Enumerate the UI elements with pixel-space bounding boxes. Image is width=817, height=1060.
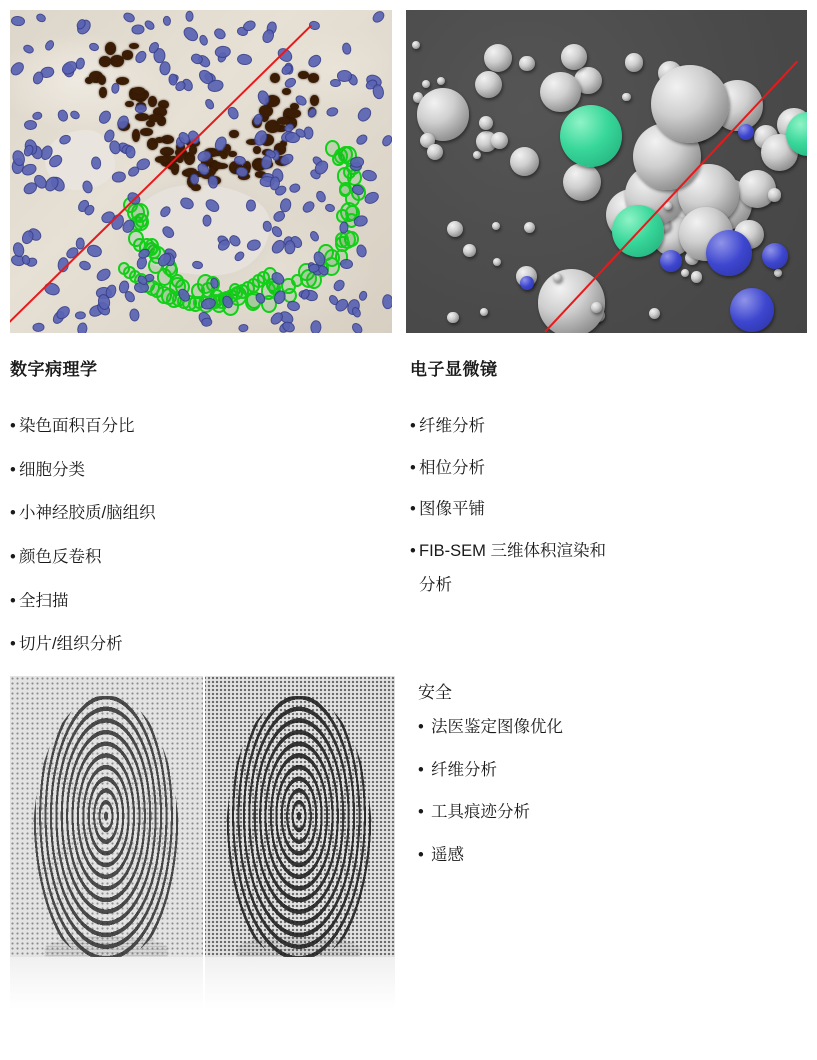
list-item: • 颜色反卷积 bbox=[10, 547, 390, 568]
list-item: • 切片/组织分析 bbox=[10, 634, 390, 655]
fingerprint-card-edge bbox=[10, 957, 203, 1010]
fingerprint-card-edge bbox=[203, 957, 396, 1010]
sem-canvas bbox=[406, 10, 807, 333]
fingerprint-comparison-image bbox=[10, 676, 395, 1010]
fingerprint-ridges bbox=[33, 696, 179, 957]
list-item: • 全扫描 bbox=[10, 591, 390, 612]
fingerprint-ridges bbox=[226, 696, 372, 957]
fingerprint-original bbox=[10, 676, 203, 1010]
list-item: • 相位分析 bbox=[410, 458, 805, 479]
list-item: • 染色面积百分比 bbox=[10, 416, 390, 437]
security-feature-list bbox=[418, 717, 808, 866]
list-item: • 法医鉴定图像优化 bbox=[418, 717, 808, 738]
security-section-title: 安全 bbox=[418, 683, 452, 702]
pathology-canvas bbox=[10, 10, 392, 333]
list-item: • 纤维分析 bbox=[418, 760, 808, 781]
list-item: • 图像平铺 bbox=[410, 499, 805, 520]
list-item: • 工具痕迹分析 bbox=[418, 802, 808, 823]
list-item: • 纤维分析 bbox=[410, 416, 805, 437]
list-item bbox=[410, 541, 805, 595]
list-item: • 遥感 bbox=[418, 845, 808, 866]
pathology-text-column bbox=[10, 355, 390, 678]
pathology-feature-list bbox=[10, 416, 390, 655]
list-item-text-wrap: 分析 bbox=[419, 575, 452, 594]
electron-microscope-image bbox=[406, 10, 807, 333]
fingerprint-enhanced bbox=[203, 676, 396, 1010]
microscopy-feature-list bbox=[410, 416, 805, 595]
microscopy-text-column bbox=[410, 355, 805, 616]
list-item: • 小神经胶质/脑组织 bbox=[10, 503, 390, 524]
image-divider bbox=[203, 676, 205, 1010]
list-item: • 细胞分类 bbox=[10, 460, 390, 481]
microscopy-section-title: 电子显微镜 bbox=[410, 360, 498, 379]
digital-pathology-image bbox=[10, 10, 392, 333]
security-text-column bbox=[418, 678, 808, 888]
pathology-section-title: 数字病理学 bbox=[10, 360, 98, 379]
list-item-text: FIB-SEM 三维体积渲染和 bbox=[419, 541, 607, 560]
